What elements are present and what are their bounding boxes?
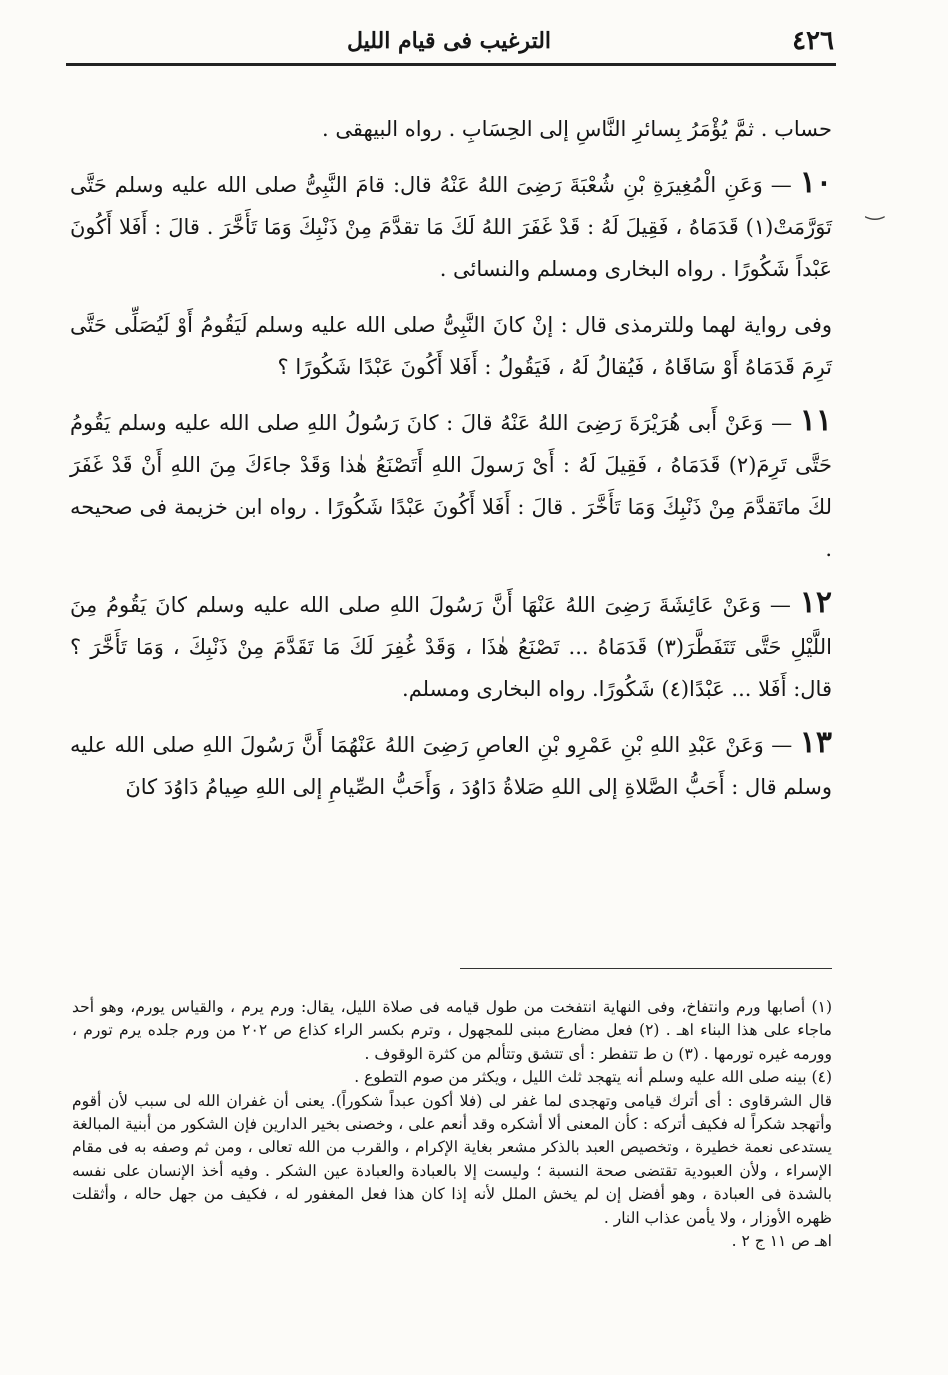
footnote: (١) أصابها ورم وانتفاخ، وفى النهاية انتفخت من طول قيامه فى صلاة الليل، يقال: ورم يرم ، والقياس يورم، وهو أحد ماجاء على هذا البناء اهـ . (٢) فعل مضارع مبنى للمجهول ، وترم بكسر الراء كذاع ص ٢٠٢ من ورم جلده يرم تورم ، وورمه غيره تورمها . (٣) ن ط تتفطر : أى تتشق وتتألم من كثرة الوقوف .: [72, 998, 832, 1063]
hadith-text: — وَعَنِ الْمُغِيرَةِ بْنِ شُعْبَةَ رَضِىَ اللهُ عَنْهُ قال: قامَ النَّبِىُّ صلى الله عليه وسلم حَتَّى تَوَرَّمَتْ(١) قَدَمَاهُ ، فَقِيلَ لَهُ : قَدْ غَفَرَ اللهُ لَكَ مَا تقدَّمَ مِنْ ذَنْبِكَ وَمَا تَأَخَّرَ . قالَ : أَفَلا أَكُونَ عَبْداً شَكُورًا . رواه البخارى ومسلم والنسائى .: [70, 173, 832, 281]
hadith-paragraph: [70, 722, 832, 808]
hadith-paragraph: [70, 582, 832, 710]
margin-mark: ‿: [866, 196, 884, 221]
footnote: قال الشرقاوى : أى أترك قيامى وتهجدى لما غفر لى (فلا أكون عبداً شكوراً). يعنى أن غفران الله لى سبب لأن أقوم وأتهجد شكراً له فكيف أتركه : كأن المعنى ألا أشكره وقد أنعم على ، وخصنى بخير الدارين فإن الشكور من أبنية المبالغة يستدعى نعمة خطيرة ، وتخصيص العبد بالذكر مشعر بغاية الإكرام ، والقرب من الله تعالى ، ومن ثم وصفه به فى مقام الإسراء ، ولأن العبودية تقتضى صحة النسبة ؛ وليست إلا بالعبادة والعبادة عين الشكر . وفيه أخذ الإنسان على نفسه بالشدة فى العبادة ، وهو أفضل إن لم يخش الملل لأنه إذا كان هذا فعل المغفور له ، فكيف من جهل حاله ، وأثقلت ظهره الأوزار ، ولا يأمن عذاب النار .: [72, 1091, 832, 1227]
footnote-rule: [460, 968, 832, 969]
page-number: ٤٢٦: [792, 26, 834, 56]
main-text: [70, 106, 832, 820]
hadith-paragraph: [70, 106, 832, 150]
running-title: الترغيب فى قيام الليل: [346, 28, 552, 54]
hadith-paragraph: [70, 400, 832, 570]
hadith-paragraph: [70, 162, 832, 290]
hadith-paragraph: [70, 302, 832, 388]
hadith-number: ١٣: [799, 725, 832, 760]
hadith-number: ١٢: [799, 585, 832, 620]
hadith-text: — وَعَنْ عَائِشَةَ رَضِىَ اللهُ عَنْهَا أَنَّ رَسُولَ اللهِ صلى الله عليه وسلم كانَ يَقُومُ مِنَ اللَّيْلِ حَتَّى تَتَفَطَّرَ(٣) قَدَمَاهُ ... تَصْنَعُ هٰذَا ، وَقَدْ غُفِرَ لَكَ مَا تَقَدَّمَ مِنْ ذَنْبِكَ ، وَمَا تَأَخَّرَ ؟ قال: أَفَلا ... عَبْدًا(٤) شَكُورًا. رواه البخارى ومسلم.: [70, 593, 832, 701]
hadith-text: وفى رواية لهما وللترمذى قال : إنْ كانَ النَّبِىُّ صلى الله عليه وسلم لَيَقُومُ أَوْ لَيُصَلِّى حَتَّى تَرِمَ قَدَمَاهُ أَوْ سَاقَاهُ ، فَيُقالُ لَهُ ، فَيَقُولُ : أَفَلا أَكُونَ عَبْدًا شَكُورًا ؟: [70, 313, 832, 379]
footnote: (٤) بينه صلى الله عليه وسلم أنه يتهجد ثلث الليل ، ويكثر من صوم التطوع .: [354, 1068, 832, 1087]
hadith-text: حساب . ثمَّ يُؤْمَرُ بِسائرِ النَّاسِ إلى الحِسَابِ . رواه البيهقى .: [322, 117, 832, 141]
hadith-text: — وَعَنْ أَبى هُرَيْرَةَ رَضِىَ اللهُ عَنْهُ قالَ : كانَ رَسُولُ اللهِ صلى الله عليه وسلم يَقُومُ حَتَّى تَرِمَ(٢) قَدَمَاهُ ، فَقِيلَ لَهُ : أَىْ رَسولَ اللهِ أَتَصْنَعُ هٰذا وَقَدْ جاءَكَ مِنَ اللهِ أَنْ قَدْ غَفَرَ لكَ ماتَقدَّمَ مِنْ ذَنْبِكَ وَمَا تَأَخَّرَ . قالَ : أَفَلا أَكُونَ عَبْدًا شَكُورًا . رواه ابن خزيمة فى صحيحه .: [70, 411, 832, 561]
hadith-number: ١١: [799, 403, 832, 438]
hadith-number: ١٠: [799, 165, 832, 200]
hadith-text: — وَعَنْ عَبْدِ اللهِ بْنِ عَمْرِو بْنِ العاصِ رَضِىَ اللهُ عَنْهُمَا أَنَّ رَسُولَ اللهِ صلى الله عليه وسلم قال : أَحَبُّ الصَّلاةِ إلى اللهِ صَلاةُ دَاوُدَ ، وَأَحَبُّ الصِّيامِ إلى اللهِ صِيامُ دَاوُدَ كانَ: [70, 733, 832, 799]
footnote: اهـ ص ١١ ج ٢ .: [731, 1232, 832, 1251]
page-header: [64, 22, 834, 62]
header-rule: [66, 63, 836, 66]
footnotes: [72, 996, 832, 1253]
